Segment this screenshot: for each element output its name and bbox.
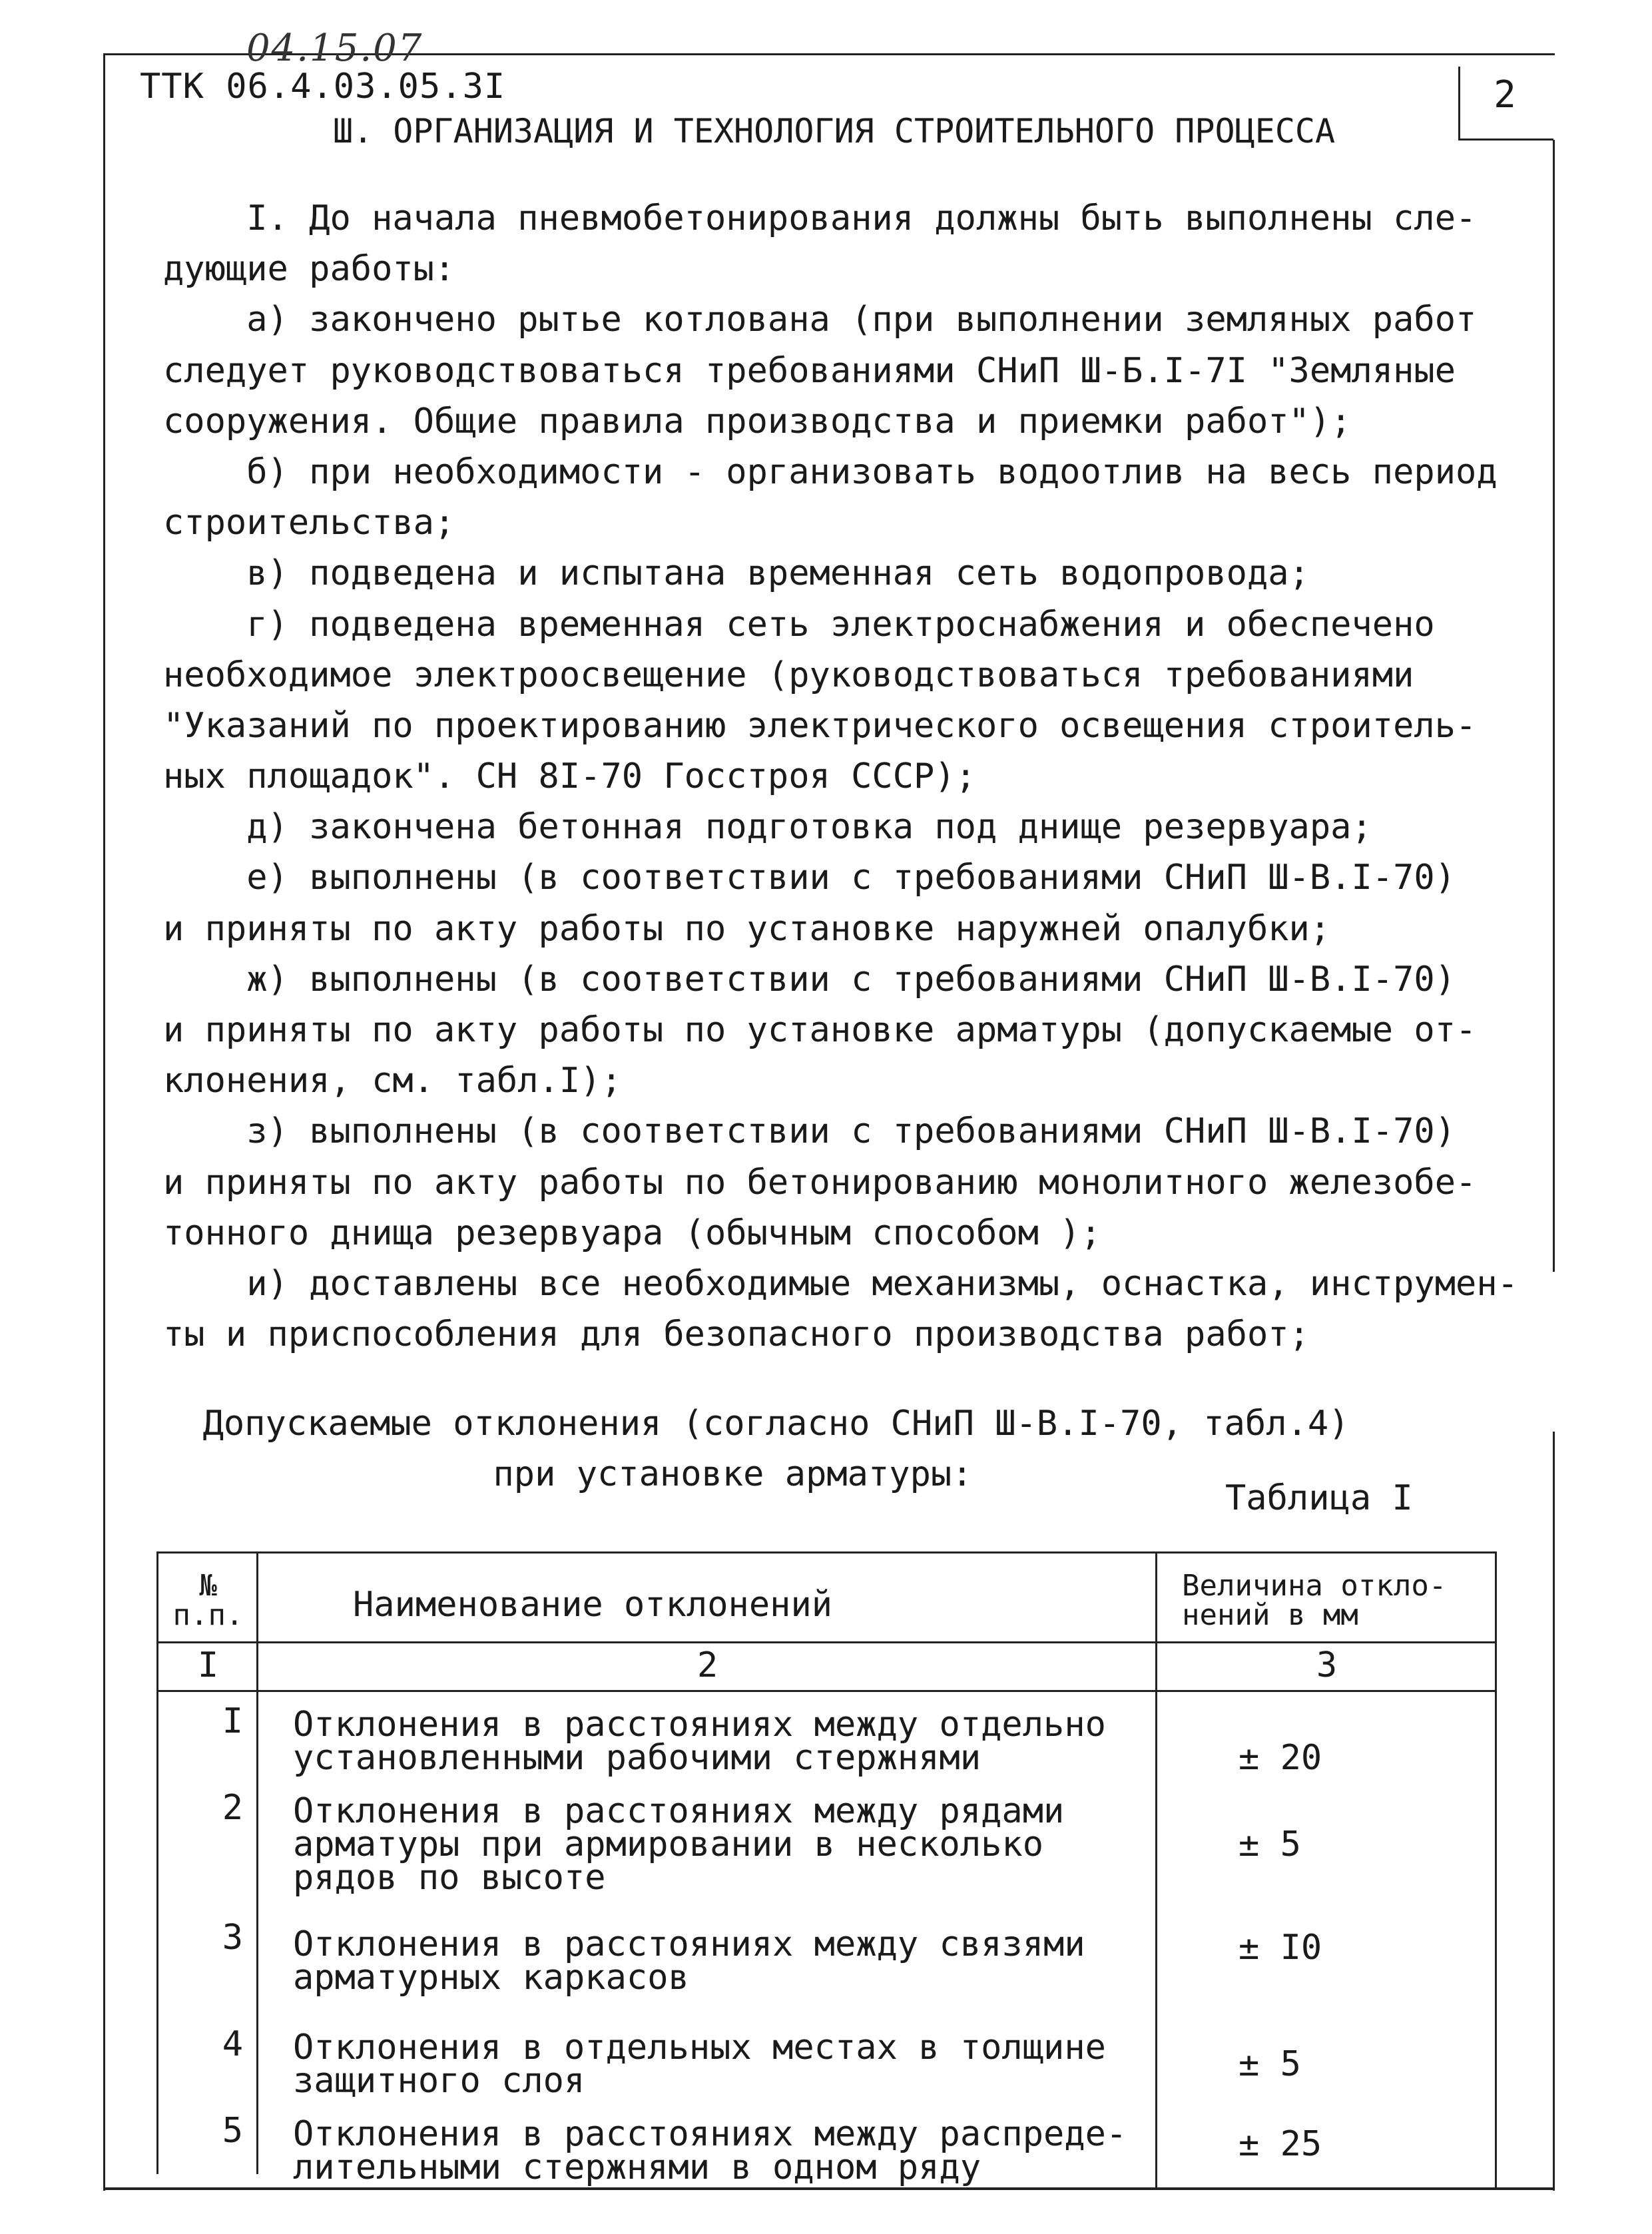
section-title: Ш. ОРГАНИЗАЦИЯ И ТЕХНОЛОГИЯ СТРОИТЕЛЬНОГО ПРОЦЕССА: [333, 112, 1336, 150]
body-line: сооружения. Общие правила производства и приемки работ");: [163, 401, 1352, 441]
body-line: г) подведена временная сеть электроснабжения и обеспечено: [163, 604, 1435, 645]
table-row-value: ± 5: [1239, 2044, 1301, 2084]
col-number: 2: [696, 1645, 718, 1685]
body-line: тонного днища резервуара (обычным способом );: [163, 1213, 1101, 1253]
table-row-value: ± I0: [1239, 1928, 1322, 1968]
table-left-border: [156, 1551, 158, 2174]
header-num: № п.п.: [172, 1569, 244, 1632]
table-row-name: Отклонения в расстояниях между связями арматурных каркасов: [293, 1924, 1085, 1998]
body-line: следует руководствоваться требованиями СНиП Ш-Б.I-7I "Земляные: [163, 350, 1456, 391]
body-line: ных площадок". СН 8I-70 Госстроя СССР);: [163, 756, 976, 797]
table-top-border: [156, 1551, 1495, 1553]
table-row-value: ± 5: [1239, 1824, 1301, 1864]
body-line: I. До начала пневмобетонирования должны быть выполнены сле-: [163, 198, 1477, 238]
body-line: а) закончено рытье котлована (при выполнении земляных работ: [163, 300, 1477, 340]
body-line: в) подведена и испытана временная сеть водопровода;: [163, 553, 1310, 594]
body-line: и) доставлены все необходимые механизмы, оснастка, инструмен-: [163, 1263, 1518, 1304]
page-frame-bottom: [103, 2187, 1555, 2190]
table-right-border: [1495, 1551, 1497, 2187]
table-row-num: 2: [222, 1788, 243, 1828]
body-line: "Указаний по проектированию электрического освещения строитель-: [163, 705, 1477, 746]
table-row-num: 4: [222, 2024, 243, 2064]
page-frame-right-lower: [1553, 1432, 1555, 2191]
body-line: клонения, см. табл.I);: [163, 1061, 622, 1101]
body-text: [163, 193, 1521, 1360]
table-row-name: Отклонения в расстояниях между распреде- лительными стержнями в одном ряду: [293, 2114, 1127, 2187]
header-name: Наименование отклонений: [353, 1585, 833, 1625]
table-col-divider-2: [1155, 1551, 1157, 2187]
header-value: Величина откло- нений в мм: [1182, 1569, 1447, 1632]
table-row-num: I: [222, 1701, 243, 1741]
table-row-name: Отклонения в отдельных местах в толщине защитного слоя: [293, 2028, 1106, 2101]
table-col-divider-1: [256, 1551, 258, 2174]
body-line: ж) выполнены (в соответствии с требованиями СНиП Ш-В.I-70): [163, 959, 1456, 999]
table-row-name: Отклонения в расстояниях между рядами арматуры при армировании в несколько рядов по высоте: [293, 1791, 1065, 1898]
body-line: дующие работы:: [163, 249, 455, 290]
table-caption-line-2: при установке арматуры:: [493, 1454, 973, 1494]
table-colnum-divider: [156, 1690, 1495, 1692]
handwritten-note: 04.15.07: [246, 27, 423, 70]
page-number: 2: [1494, 73, 1516, 117]
page-frame-right: [1553, 140, 1555, 1272]
body-line: и приняты по акту работы по установке арматуры (допускаемые от-: [163, 1010, 1477, 1050]
table-header-divider: [156, 1641, 1495, 1643]
table-row-num: 5: [222, 2111, 243, 2151]
table-row-name: Отклонения в расстояниях между отдельно установленными рабочими стержнями: [293, 1705, 1106, 1778]
table-caption-line-1: Допускаемые отклонения (согласно СНиП Ш-В.I-70, табл.4): [202, 1404, 1350, 1444]
body-line: б) при необходимости - организовать водоотлив на весь период: [163, 451, 1498, 492]
table-row-value: ± 20: [1239, 1738, 1322, 1778]
body-line: е) выполнены (в соответствии с требованиями СНиП Ш-В.I-70): [163, 858, 1456, 898]
document-code: ТТК 06.4.03.05.3I: [140, 67, 506, 107]
body-line: необходимое электроосвещение (руководствоваться требованиями: [163, 655, 1414, 695]
body-line: и приняты по акту работы по установке наружней опалубки;: [163, 908, 1331, 949]
col-number: I: [197, 1645, 219, 1685]
body-line: и приняты по акту работы по бетонированию монолитного железобе-: [163, 1162, 1477, 1203]
body-line: ты и приспособления для безопасного производства работ;: [163, 1314, 1310, 1355]
page-frame-left: [103, 53, 105, 2191]
col-number: 3: [1316, 1645, 1338, 1685]
body-line: строительства;: [163, 503, 455, 543]
table-row-num: 3: [222, 1918, 243, 1958]
body-line: з) выполнены (в соответствии с требованиями СНиП Ш-В.I-70): [163, 1111, 1456, 1152]
table-row-value: ± 25: [1239, 2124, 1322, 2164]
body-line: д) закончена бетонная подготовка под днище резервуара;: [163, 807, 1372, 848]
table-label: Таблица I: [1225, 1478, 1413, 1518]
